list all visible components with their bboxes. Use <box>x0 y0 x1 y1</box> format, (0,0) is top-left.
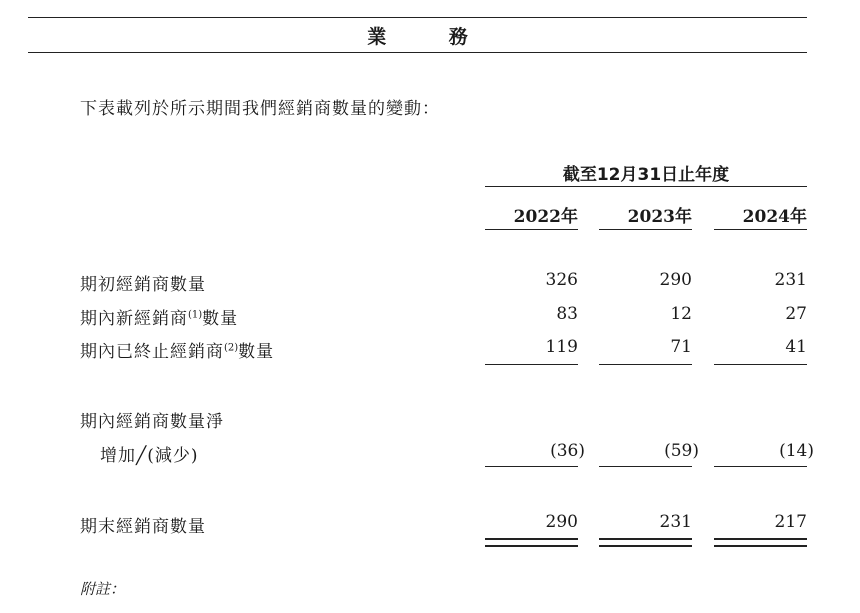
year-header-2023: 2023年 <box>599 202 692 230</box>
period-header: 截至12月31日止年度 <box>562 165 730 185</box>
row-label-new-suffix: 數量 <box>202 309 239 329</box>
closing-2022: 290 <box>545 512 578 532</box>
closing-2023: 231 <box>659 512 692 532</box>
footnote-ref-2: (2) <box>224 342 239 354</box>
notes-label: 附註： <box>80 580 126 598</box>
row-label-closing: 期末經銷商數量 <box>80 517 206 537</box>
row-label-new-text: 期內新經銷商 <box>80 309 188 329</box>
row-label-terminated-suffix: 數量 <box>238 342 275 362</box>
net-rule-2022 <box>485 466 578 467</box>
terminated-2024: 41 <box>785 337 807 357</box>
footnote-ref-1: (1) <box>188 309 203 321</box>
new-2022: 83 <box>556 304 578 324</box>
net-rule-2024 <box>714 466 807 467</box>
terminated-2022: 119 <box>545 337 578 357</box>
net-2024: (14) <box>779 441 814 461</box>
opening-2022: 326 <box>545 270 578 290</box>
new-2023: 12 <box>670 304 692 324</box>
net-2022: (36) <box>550 441 585 461</box>
row-label-terminated <box>80 337 274 362</box>
new-2024: 27 <box>785 304 807 324</box>
row-label-opening <box>80 270 206 295</box>
year-header-2024: 2024年 <box>714 202 807 230</box>
row-label-new <box>80 304 238 329</box>
subtotal-rule-2024 <box>714 364 807 365</box>
subtotal-rule-2022 <box>485 364 578 365</box>
intro-text: 下表載列於所示期間我們經銷商數量的變動： <box>80 99 440 119</box>
net-rule-2023 <box>599 466 692 467</box>
subtotal-rule-2023 <box>599 364 692 365</box>
page-title: 業 務 <box>367 26 496 48</box>
total-double-rule-2024 <box>714 538 807 547</box>
page-header-bar <box>28 17 807 53</box>
period-header-rule <box>485 186 807 187</box>
opening-2024: 231 <box>774 270 807 290</box>
row-label-terminated-text: 期內已終止經銷商 <box>80 342 224 362</box>
row-label-net-line2: 增加╱(減少) <box>100 446 199 466</box>
opening-2023: 290 <box>659 270 692 290</box>
closing-2024: 217 <box>774 512 807 532</box>
row-label-net-line1: 期內經銷商數量淨 <box>80 412 224 432</box>
year-header-2022: 2022年 <box>485 202 578 230</box>
total-double-rule-2022 <box>485 538 578 547</box>
terminated-2023: 71 <box>670 337 692 357</box>
row-label-opening-text: 期初經銷商數量 <box>80 275 206 295</box>
net-2023: (59) <box>664 441 699 461</box>
total-double-rule-2023 <box>599 538 692 547</box>
